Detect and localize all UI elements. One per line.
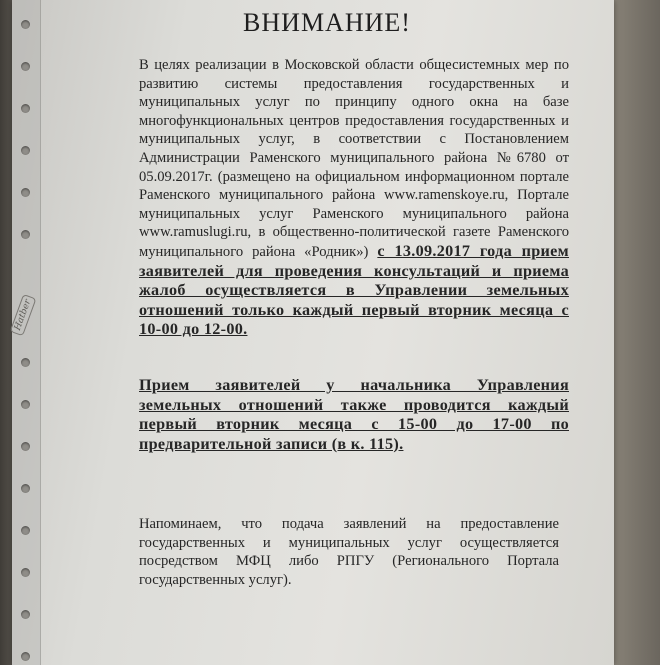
paragraph-1-emphasis: с 13.09.2017 года прием заявителей для проведения консультаций и приема жалоб осуществляется в Управлении земельных отношений только каждый первый вторник месяца с 10-00 до 12-00. [139,241,569,339]
punch-hole [21,358,30,367]
punch-hole [21,568,30,577]
punch-hole [21,230,30,239]
door-background-right [610,0,660,665]
punch-hole [21,104,30,113]
punch-hole [21,400,30,409]
notice-paragraph-2 [139,376,569,454]
punch-hole [21,652,30,661]
punch-hole [21,146,30,155]
notice-sheet [44,0,614,665]
punch-hole [21,188,30,197]
punch-hole [21,484,30,493]
punch-hole [21,610,30,619]
notice-paragraph-3 [139,515,559,589]
paragraph-1-text: В целях реализации в Московской области общесистемных мер по развитию системы предоставления государственных и муниципальных услуг по принципу одного окна на базе многофункциональных центров предоставления государственных и муниципальных услуг, в соответствии с Постановлением Администрации Раменского муниципального района №6780 от 05.09.2017г. (размещено на официальном информационном портале Раменского муниципального района www.ramenskoye.ru, Портале муниципальных услуг Раменского муниципального района www.ramuslugi.ru, в общественно-политической газете Раменского муниципального района «Родник») [139,57,569,260]
punch-hole [21,62,30,71]
sleeve-brand-text: Hatber [10,294,37,337]
notice-title: ВНИМАНИЕ! [243,8,411,37]
punch-hole [21,20,30,29]
notice-paragraph-1 [139,56,569,340]
punch-hole [21,442,30,451]
punch-hole [21,526,30,535]
paragraph-2-emphasis: Прием заявителей у начальника Управления земельных отношений также проводится каждый первый вторник месяца с 15-00 до 17-00 по предварительной записи (в к. 115). [139,376,569,453]
paragraph-3-text: Напоминаем, что подача заявлений на предоставление государственных и муниципальных услуг осуществляется посредством МФЦ либо РПГУ (Регионального Портала государственных услуг). [139,516,559,588]
sleeve-brand-logo [8,292,38,338]
